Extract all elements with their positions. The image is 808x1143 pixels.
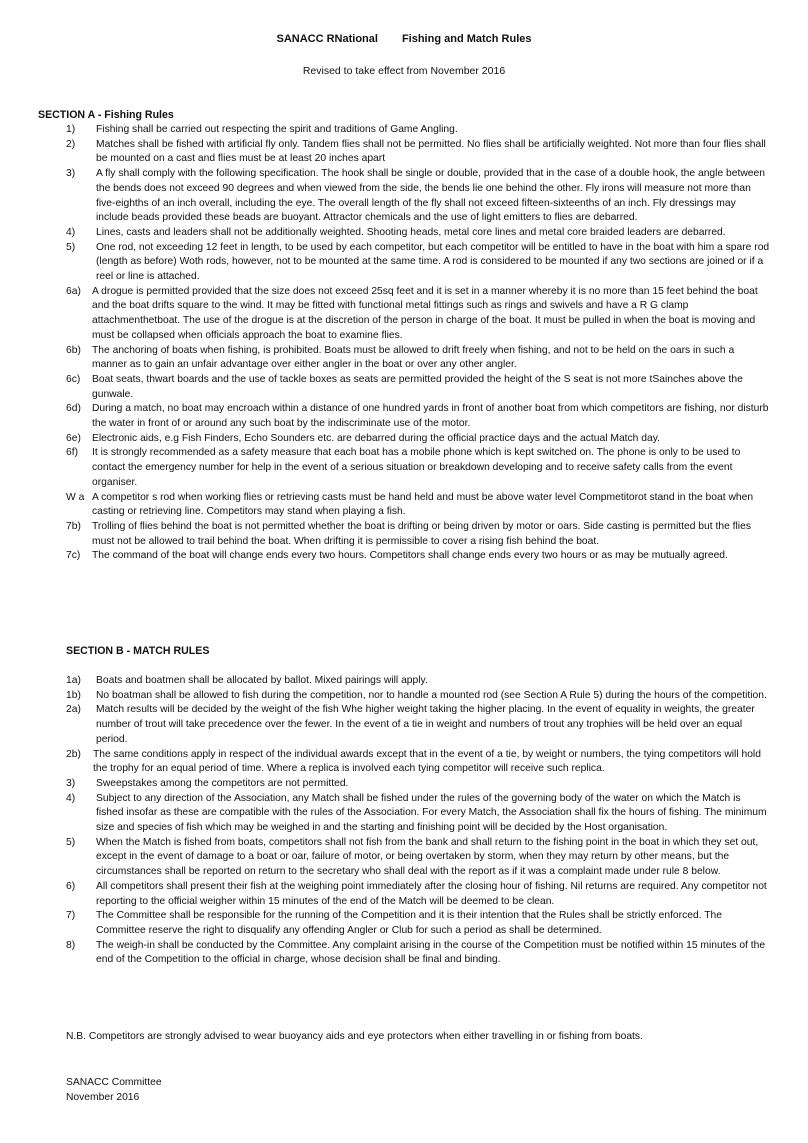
rule-text: Trolling of flies behind the boat is not permitted whether the boat is drifting or being driven by motor or oars. Side casting is permitted but the flies must not be allowed to trail behind the boat. When drifting it is permissible to cover a rising fish behind the boat.: [92, 520, 751, 547]
rule-text: Lines, casts and leaders shall not be additionally weighted. Shooting heads, metal core lines and metal core braided leaders are debarred.: [96, 226, 726, 238]
rule-text: Match results will be decided by the weight of the fish Whe higher weight taking the higher placing. In the event of equality in weights, the greater number of trout will take precedence over the fewer. In the event of a tie in weight and numbers of trout any trophies will be held over an equal period.: [96, 704, 755, 745]
rule-number: 6d): [66, 403, 81, 415]
list-item: [0, 432, 808, 447]
rule-number: 1): [66, 124, 76, 135]
list-item: [0, 241, 808, 285]
list-item: [0, 674, 808, 689]
rule-number: 3): [66, 168, 76, 180]
list-item: [0, 792, 808, 836]
rule-number: 6a): [66, 285, 81, 297]
rule-text: The command of the boat will change ends every two hours. Competitors shall change ends every two hours or as may be mutually agreed.: [92, 550, 728, 562]
page-title: [0, 32, 808, 47]
rule-text: Boats and boatmen shall be allocated by ballot. Mixed pairings will apply.: [96, 675, 428, 686]
list-item: [0, 748, 808, 777]
document-title: Fishing and Match Rules: [401, 33, 532, 45]
rule-number: 5): [66, 241, 76, 253]
list-item: [0, 880, 808, 909]
rule-text: Subject to any direction of the Association, any Match shall be fished under the rules of the governing body of the water on which the Match is fished insofar as these are compatible with the rules of the Association. For every Match, the Association shall fix the hours of fishing. The minimum size and species of fish which may be weighed in and the starting and finishing point will be decided by the Host organisation.: [96, 792, 767, 834]
footer-date: November 2016: [66, 1091, 140, 1103]
rule-text: A competitor s rod when working flies or retrieving casts must be hand held and must be above water level Compmetitorot stand in the boat when casting or retrieving line. Competitors may stand when playing a fish.: [92, 491, 754, 518]
list-item: [0, 703, 808, 747]
rule-text: The same conditions apply in respect of the individual awards except that in the event of a tie, by weight or numbers, the tying competitors will hold the trophy for an equal period of time. Where a replica is involved each tying competitor will receive such replica.: [93, 748, 761, 775]
rule-number: 3): [66, 777, 76, 789]
rule-number: 1b): [66, 689, 81, 701]
list-item: [0, 138, 808, 167]
list-item: [0, 167, 808, 226]
rule-number: 4): [66, 226, 76, 238]
list-item: [0, 344, 808, 373]
rule-text: Fishing shall be carried out respecting the spirit and traditions of Game Angling.: [96, 124, 458, 135]
rule-text: Electronic aids, e.g Fish Finders, Echo Sounders etc. are debarred during the official practice days and the actual Match day.: [92, 432, 660, 444]
rule-number: 6e): [66, 432, 81, 444]
footer-committee: SANACC Committee: [66, 1077, 162, 1088]
rule-number: 6b): [66, 344, 81, 356]
rule-text: No boatman shall be allowed to fish during the competition, nor to handle a mounted rod (see Section A Rule 5) during the hours of the competition.: [96, 689, 767, 701]
section-b-heading: SECTION B - MATCH RULES: [66, 645, 210, 657]
section-a-heading: SECTION A - Fishing Rules: [38, 109, 174, 121]
list-item: [0, 939, 808, 968]
list-item: [0, 285, 808, 344]
rule-number: 6f): [66, 447, 79, 459]
list-item: [0, 226, 808, 241]
list-item: [0, 549, 808, 564]
list-item: [0, 373, 808, 402]
list-item: [0, 777, 808, 792]
rule-number: 4): [66, 792, 76, 804]
rule-number: 5): [66, 836, 76, 848]
list-item: [0, 520, 808, 549]
rule-number: 7c): [66, 550, 81, 562]
list-item: [0, 491, 808, 520]
revision-note: Revised to take effect from November 2016: [302, 65, 506, 77]
section-b-rules: [0, 674, 808, 968]
rule-number: W a: [66, 491, 85, 503]
list-item: [0, 689, 808, 704]
rule-number: 2a): [66, 704, 81, 716]
rule-text: The anchoring of boats when fishing, is prohibited. Boats must be allowed to drift freely when fishing, and not to be held on the oars in such a manner as to gain an unfair advantage over either angler in the boat or over any other angler.: [92, 344, 735, 371]
rule-number: 6): [66, 880, 76, 892]
rule-number: 6c): [66, 373, 81, 385]
rule-number: 8): [66, 939, 76, 951]
rule-text: A fly shall comply with the following specification. The hook shall be single or double, provided that in the case of a double hook, the angle between the bends does not exceed 90 degrees and when viewed from the side, the bends lie one behind the other. Fly irons will measure not more than five-eighths of an inch overall, including the eye. The overall length of the fly shall not exceed fifteen-sixteenths of an inch. Fly dressings may include beads provided these beads are buoyant. Attractor chemicals and the use of light emitters to flies are debarred.: [96, 168, 765, 224]
rule-number: 7): [66, 910, 76, 922]
list-item: [0, 446, 808, 490]
list-item: [0, 123, 808, 138]
list-item: [0, 909, 808, 938]
rule-text: One rod, not exceeding 12 feet in length, to be used by each competitor, but each competitor will be entitled to have in the boat with him a spare rod (length as before) Woth rods, however, not to be mounted at the same time. A rod is considered to be mounted if any two sections are joined or if a reel or line is attached.: [96, 241, 770, 283]
rule-text: Boat seats, thwart boards and the use of tackle boxes as seats are permitted provided the height of the S seat is not more tSainches above the gunwale.: [92, 373, 743, 400]
org-name: SANACC RNational: [276, 33, 378, 45]
footer-signature: [66, 1076, 162, 1105]
rule-text: The Committee shall be responsible for the running of the Competition and it is their intention that the Rules shall be strictly enforced. The Committee reserve the right to disqualify any offending Angler or Club for such a period as shall be determined.: [96, 910, 722, 936]
rule-number: 1a): [66, 675, 81, 686]
rule-number: 7b): [66, 520, 81, 532]
list-item: [0, 402, 808, 431]
rule-text: A drogue is permitted provided that the size does not exceed 25sq feet and it is set in a manner whereby it is no more than 15 feet behind the boat and the boat drifts square to the wind. It may be fitted with functional metal fittings such as rings and swivels and have a R G clamp attachmenthetboat. The use of the drogue is at the discretion of the person in charge of the boat. It must be pulled in when the boat is moving and must be collapsed when officials approach the boat to examine flies.: [92, 285, 758, 341]
rule-text: When the Match is fished from boats, competitors shall not fish from the bank and shall return to the fishing point in the boat in which they set out, except in the event of damage to a boat or oar, failure of motor, or being overtaken by storm, when they may return by other means, but the circumstances shall be reported on return to the secretary who shall deal with the report as if it was a complaint made under rule 8 below.: [96, 836, 759, 878]
rule-text: All competitors shall present their fish at the weighing point immediately after the closing hour of fishing. Nil returns are required. Any competitor not reporting to the official weigher within 15 minutes of the end of the Match will be deemed to be clean.: [96, 880, 767, 907]
rule-text: Sweepstakes among the competitors are not permitted.: [96, 777, 349, 789]
rule-number: 2): [66, 138, 76, 150]
list-item: [0, 836, 808, 880]
section-a-rules: [0, 123, 808, 564]
rule-number: 2b): [66, 748, 81, 760]
rule-text: Matches shall be fished with artificial fly only. Tandem flies shall not be permitted. No flies shall be artificially weighted. Not more than four flies shall be mounted on a cast and flies must be at least 20 inches apart: [96, 138, 766, 165]
rule-text: The weigh-in shall be conducted by the Committee. Any complaint arising in the course of the Competition must be notified within 15 minutes of the end of the Competition to the official in charge, whose decision shall be final and binding.: [96, 939, 766, 966]
nb-note: N.B. Competitors are strongly advised to wear buoyancy aids and eye protectors when either travelling in or fishing from boats.: [66, 1031, 643, 1042]
rule-text: It is strongly recommended as a safety measure that each boat has a mobile phone which is kept switched on. The phone is only to be used to contact the emergency number for help in the event of a serious situation or breakdown developing and to receive safety calls from the event organiser.: [92, 447, 741, 488]
rule-text: During a match, no boat may encroach within a distance of one hundred yards in front of another boat from which competitors are fishing, nor disturb the water in front of or around any such boat by the indiscriminate use of the motor.: [92, 403, 769, 430]
